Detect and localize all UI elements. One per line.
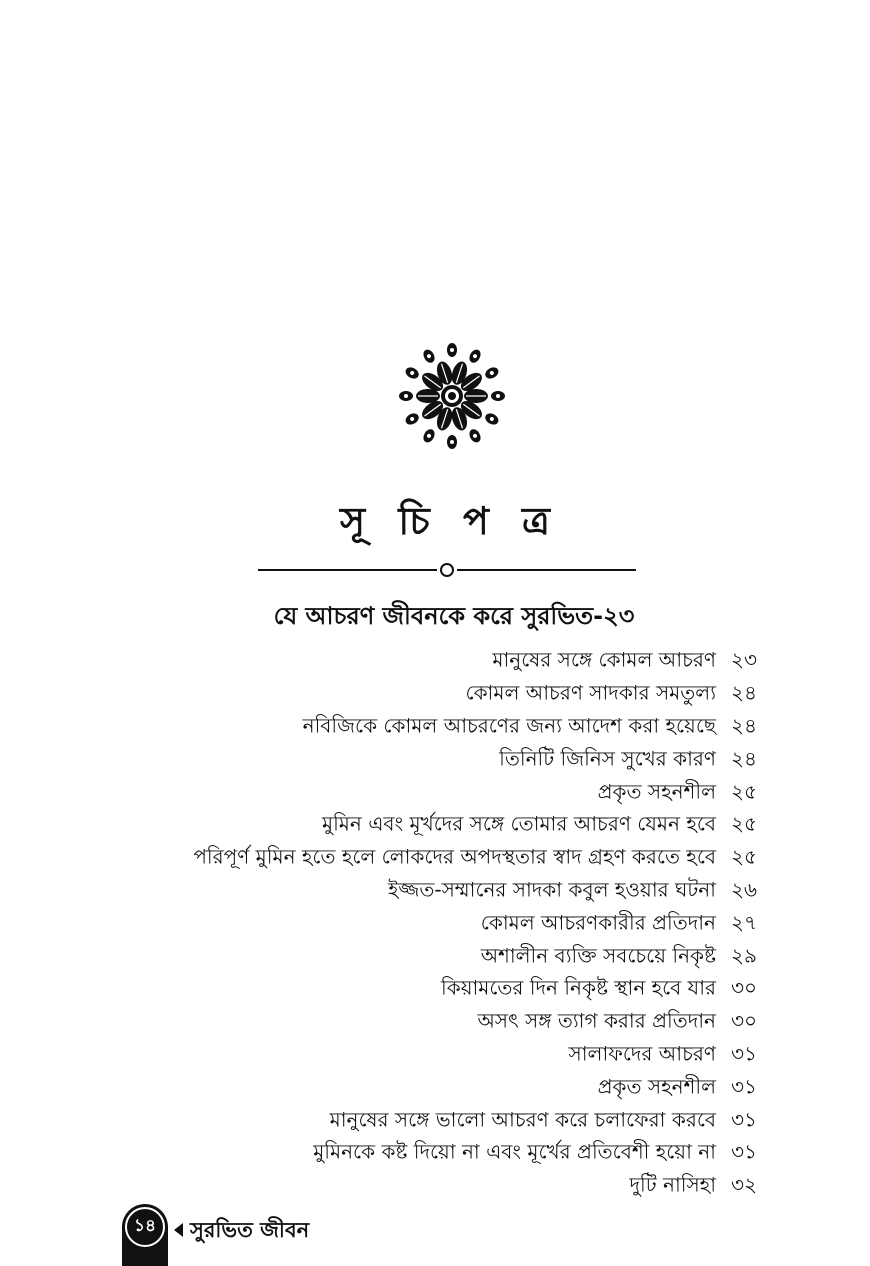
toc-entry-page: ২৫ — [731, 844, 757, 869]
toc-entry-page: ২৪ — [731, 713, 757, 738]
toc-entry-title: তিনিটি জিনিস সুখের কারণ — [499, 746, 716, 771]
toc-entry — [0, 810, 870, 843]
toc-entry-title: ইজ্জত-সম্মানের সাদকা কবুল হওয়ার ঘটনা — [387, 877, 716, 902]
toc-entry-page: ২৫ — [731, 779, 757, 804]
toc-entry-title: নবিজিকে কোমল আচরণের জন্য আদেশ করা হয়েছে — [302, 713, 716, 738]
toc-entry-page: ২৫ — [731, 811, 757, 836]
toc-entry-title: অসৎ সঙ্গ ত্যাগ করার প্রতিদান — [477, 1008, 716, 1033]
table-of-contents — [0, 646, 870, 1204]
toc-entry — [0, 679, 870, 712]
toc-entry-title: মুমিন এবং মূর্খদের সঙ্গে তোমার আচরণ যেমন হবে — [321, 811, 716, 836]
toc-entry — [0, 646, 870, 679]
flower-ornament-icon — [392, 336, 512, 456]
toc-entry-title: দুটি নাসিহা — [629, 1172, 716, 1197]
toc-entry — [0, 843, 870, 876]
toc-entry-page: ২৩ — [731, 647, 758, 672]
toc-entry — [0, 1007, 870, 1040]
toc-entry-page: ২৯ — [731, 943, 757, 968]
page-number: ১৪ — [125, 1207, 165, 1247]
toc-entry — [0, 744, 870, 777]
toc-entry-page: ৩০ — [731, 1008, 758, 1033]
toc-entry — [0, 1138, 870, 1171]
toc-entry-title: কোমল আচরণকারীর প্রতিদান — [480, 910, 716, 935]
section-heading: যে আচরণ জীবনকে করে সুরভিত-২৩ — [273, 602, 635, 630]
toc-entry — [0, 777, 870, 810]
toc-entry-title: মানুষের সঙ্গে কোমল আচরণ — [492, 647, 716, 672]
toc-entry-title: পরিপূর্ণ মুমিন হতে হলে লোকদের অপদস্থতার স্বাদ গ্রহণ করতে হবে — [193, 844, 716, 869]
toc-entry-page: ৩১ — [731, 1107, 757, 1132]
toc-entry-page: ৩২ — [731, 1172, 758, 1197]
arrow-left-icon — [174, 1223, 183, 1237]
toc-entry-page: ২৪ — [731, 746, 757, 771]
toc-entry-title: অশালীন ব্যক্তি সবচেয়ে নিকৃষ্ট — [480, 943, 716, 968]
toc-entry-title: প্রকৃত সহনশীল — [597, 1074, 716, 1099]
toc-entry-title: মানুষের সঙ্গে ভালো আচরণ করে চলাফেরা করবে — [329, 1107, 716, 1132]
toc-entry — [0, 1171, 870, 1204]
toc-entry-page: ২৬ — [731, 877, 758, 902]
toc-entry-page: ৩১ — [731, 1041, 757, 1066]
toc-entry-title: সালাফদের আচরণ — [568, 1041, 716, 1066]
page-title: সূ চি প ত্র — [340, 499, 560, 543]
toc-entry-title: প্রকৃত সহনশীল — [597, 779, 716, 804]
toc-entry — [0, 1040, 870, 1073]
toc-entry — [0, 712, 870, 745]
toc-entry-page: ২৪ — [731, 680, 757, 705]
toc-entry — [0, 1072, 870, 1105]
toc-entry-page: ৩০ — [731, 975, 758, 1000]
toc-entry-page: ৩১ — [731, 1074, 757, 1099]
page-number-badge — [122, 1204, 168, 1266]
title-divider — [258, 560, 636, 580]
toc-entry — [0, 876, 870, 909]
toc-entry-page: ২৭ — [731, 910, 758, 935]
toc-entry-page: ৩১ — [731, 1139, 757, 1164]
toc-entry — [0, 1105, 870, 1138]
toc-entry — [0, 941, 870, 974]
toc-entry-title: মুমিনকে কষ্ট দিয়ো না এবং মূর্খের প্রতিবেশী হয়ো না — [313, 1139, 716, 1164]
toc-entry — [0, 908, 870, 941]
book-title: সুরভিত জীবন — [190, 1218, 310, 1242]
toc-entry — [0, 974, 870, 1007]
toc-entry-title: কোমল আচরণ সাদকার সমতুল্য — [465, 680, 716, 705]
toc-entry-title: কিয়ামতের দিন নিকৃষ্ট স্থান হবে যার — [440, 975, 716, 1000]
